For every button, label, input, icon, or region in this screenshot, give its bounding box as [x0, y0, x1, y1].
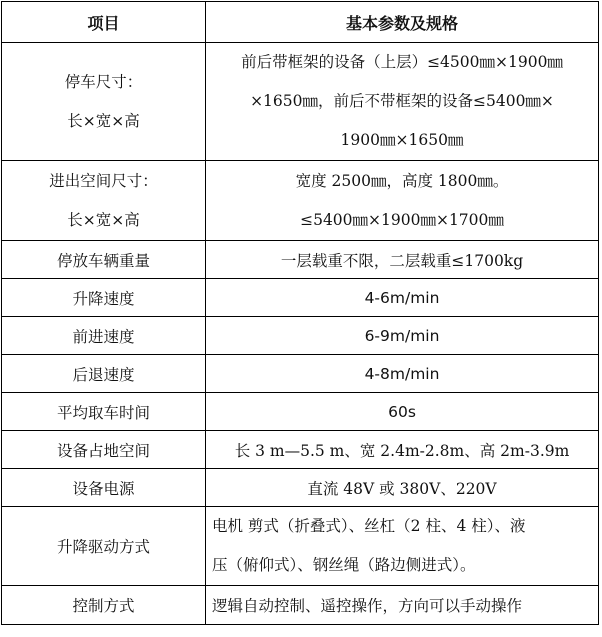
row-value-line: 宽度 2500㎜，高度 1800㎜。 — [295, 171, 509, 190]
table-row — [2, 43, 599, 161]
header-item: 项目 — [2, 2, 206, 43]
row-key — [2, 161, 206, 241]
row-key — [2, 43, 206, 161]
table-row — [2, 279, 599, 317]
table-row — [2, 431, 599, 469]
row-value — [206, 507, 599, 586]
table-row — [2, 586, 599, 625]
row-key: 后退速度 — [2, 355, 206, 393]
row-value — [206, 43, 599, 161]
row-key: 设备占地空间 — [2, 431, 206, 469]
row-value-line: ×1650㎜，前后不带框架的设备≤5400㎜× — [250, 92, 554, 110]
table-row — [2, 317, 599, 355]
row-value: 4-8m/min — [206, 355, 599, 393]
row-key-line: 长×宽×高 — [67, 210, 140, 229]
table-row — [2, 469, 599, 507]
row-value-line: ≤5400㎜×1900㎜×1700㎜ — [300, 210, 504, 229]
table-row — [2, 507, 599, 586]
row-key: 控制方式 — [2, 586, 206, 625]
header-spec: 基本参数及规格 — [206, 2, 599, 43]
row-value-line: 前后带框架的设备（上层）≤4500㎜×1900㎜ — [241, 53, 563, 71]
row-value: 6-9m/min — [206, 317, 599, 355]
table-row — [2, 355, 599, 393]
row-key: 停放车辆重量 — [2, 241, 206, 279]
row-key-line: 进出空间尺寸： — [49, 171, 158, 190]
row-value: 4-6m/min — [206, 279, 599, 317]
row-value: 一层载重不限，二层载重≤1700kg — [206, 241, 599, 279]
header-row — [2, 2, 599, 43]
row-key: 设备电源 — [2, 469, 206, 507]
table-row — [2, 241, 599, 279]
spec-table — [1, 1, 599, 625]
table-row — [2, 393, 599, 431]
row-value: 60s — [206, 393, 599, 431]
row-key: 平均取车时间 — [2, 393, 206, 431]
row-key-line: 长×宽×高 — [67, 111, 140, 130]
row-value-line: 电机 剪式（折叠式）、丝杠（2 柱、4 柱）、液 — [212, 517, 526, 535]
row-value-line: 1900㎜×1650㎜ — [340, 131, 464, 149]
row-key: 前进速度 — [2, 317, 206, 355]
row-value: 逻辑自动控制、遥控操作，方向可以手动操作 — [206, 586, 599, 625]
table-row — [2, 161, 599, 241]
row-value: 直流 48V 或 380V、220V — [206, 469, 599, 507]
row-value-line: 压（俯仰式）、钢丝绳（路边侧进式）。 — [212, 556, 476, 574]
row-value: 长 3 m—5.5 m、宽 2.4m-2.8m、高 2m-3.9m — [206, 431, 599, 469]
row-key: 升降速度 — [2, 279, 206, 317]
row-key: 升降驱动方式 — [2, 507, 206, 586]
row-key-line: 停车尺寸： — [64, 72, 143, 91]
row-value — [206, 161, 599, 241]
